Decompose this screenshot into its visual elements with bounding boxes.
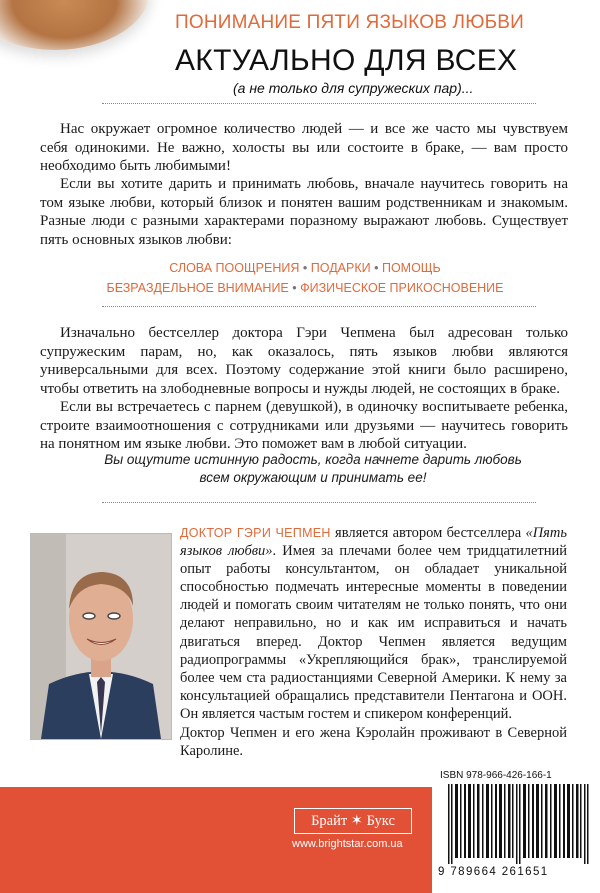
quote <box>78 451 548 487</box>
language-acts-of-service: ПОМОЩЬ <box>381 261 441 275</box>
barcode <box>446 784 594 864</box>
series-title: ПОНИМАНИЕ ПЯТИ ЯЗЫКОВ ЛЮБВИ <box>175 12 525 33</box>
language-quality-time: БЕЗРАЗДЕЛЬНОЕ ВНИМАНИЕ <box>106 281 289 295</box>
body-paragraph-2: Если вы встречаетесь с парнем (девушкой), в одиночку воспитываете ребенка, строите взаимоотношения с сотрудниками или друзьями — научитесь говорить на понятном им языке любви. Это поможет вам в любой ситуации. <box>40 399 568 453</box>
quote-line-2: всем окружающим и принимать ее! <box>199 470 427 485</box>
language-gifts: ПОДАРКИ <box>310 261 371 275</box>
author-portrait <box>31 534 171 739</box>
love-languages-list <box>95 258 515 298</box>
coffee-cup-image <box>0 0 150 50</box>
intro-paragraph-1: Нас окружает огромное количество людей — и все же часто мы чувствуем себя одинокими. Не важно, холосты вы или состоите в браке, — вам просто необходимо быть любимыми! <box>40 121 568 175</box>
publisher-logo: Брайт ✶ Букс <box>294 808 412 834</box>
separator-dot: • <box>374 261 379 275</box>
author-bio-text-a: является автором бестселлера <box>330 525 526 541</box>
page-title: АКТУАЛЬНО ДЛЯ ВСЕХ <box>175 44 518 77</box>
language-words-of-affirmation: СЛОВА ПООЩРЕНИЯ <box>169 261 300 275</box>
book-title: «Пять языков любви» <box>180 525 567 560</box>
divider-top <box>102 103 536 104</box>
language-physical-touch: ФИЗИЧЕСКОЕ ПРИКОСНОВЕНИЕ <box>300 281 504 295</box>
isbn: ISBN 978-966-426-166-1 <box>440 770 552 781</box>
barcode-digits: 9 789664 261651 <box>438 866 549 878</box>
subtitle: (а не только для супружеских пар)... <box>233 80 474 96</box>
author-name: ДОКТОР ГЭРИ ЧЕПМЕН <box>180 526 331 540</box>
author-bio-text-b: . Имея за плечами более чем тридцатилетний опыт работы консультантом, он обладает уникальной способностью подмечать интересные моменты в поведении людей и помогать своим читателям не только понять, что они делают неправильно, но и как им исправиться и начать двигаться вперед. Доктор Чепмен является ведущим радиопрограммы «Укрепляющийся брак», транслируемой более чем ста радиостанциями Северной Америки. К нему за консультацией обращались представители Пентагона и ООН. Он является частым гостем и спикером конференций. <box>180 543 568 722</box>
intro-paragraph-2: Если вы хотите дарить и принимать любовь, вначале научитесь говорить на том языке любви, который близок и понятен вашим родственникам и знакомым. Разные люди с разными характерами поразному выражают любовь. Существует пять основных языков любви: <box>40 176 568 248</box>
author-bio <box>180 524 567 723</box>
author-residence: Доктор Чепмен и его жена Кэролайн проживают в Северной Каролине. <box>180 725 567 760</box>
divider-bottom <box>102 502 536 503</box>
author-photo <box>30 533 172 740</box>
body-paragraph-1: Изначально бестселлер доктора Гэри Чепмена был адресован только супружеским парам, но, как оказалось, пять языков любви являются универсальными для всех. Поэтому содержание этой книги было расширено, чтобы ответить на злободневные вопросы и нужды людей, не состоящих в браке. <box>40 325 568 397</box>
quote-line-1: Вы ощутите истинную радость, когда начнете дарить любовь <box>104 452 522 467</box>
divider-middle <box>102 306 536 307</box>
publisher-website: www.brightstar.com.ua <box>292 838 403 850</box>
separator-dot: • <box>292 281 297 295</box>
separator-dot: • <box>302 261 308 275</box>
